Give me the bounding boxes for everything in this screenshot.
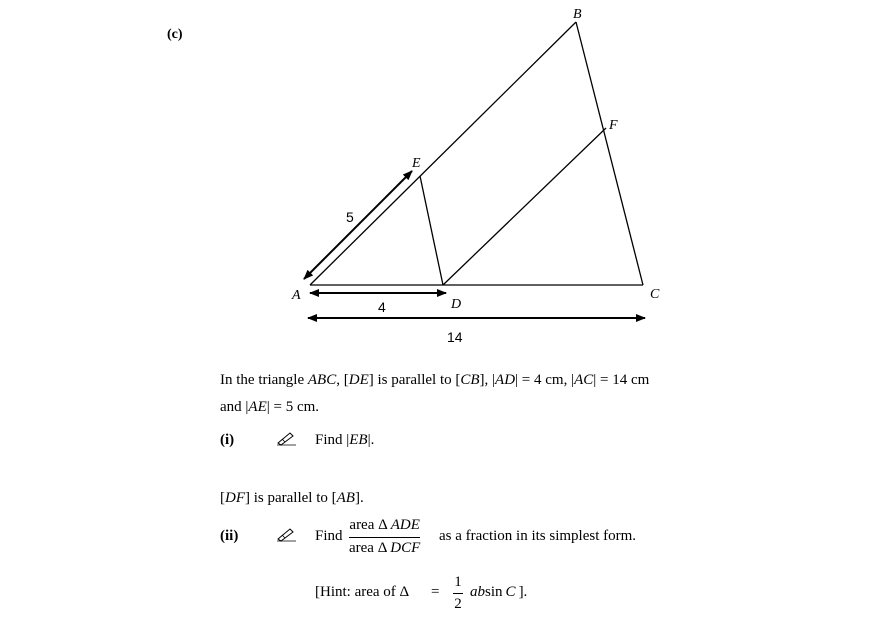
vertex-c-label: C: [650, 287, 660, 302]
question-ii-text: as a fraction in its simplest form.: [439, 528, 637, 544]
writing-hand-icon: [276, 430, 298, 451]
question-ii-number: (ii): [220, 528, 239, 544]
text: DCF: [390, 540, 421, 556]
length-ac-label: 14: [447, 329, 463, 345]
hint-fraction: [453, 574, 463, 613]
text: , [: [336, 372, 349, 388]
segment-df: [443, 128, 606, 285]
text: | = 5 cm.: [266, 399, 320, 415]
text: sin: [485, 584, 503, 600]
text: AE: [248, 399, 267, 415]
text: In the triangle: [220, 372, 308, 388]
text: CB: [460, 372, 480, 388]
text: Find |: [315, 432, 350, 448]
hint-numerator: 1: [454, 574, 462, 590]
text: DF: [225, 490, 245, 506]
text: C: [505, 584, 516, 600]
vertex-e-label: E: [412, 156, 421, 171]
text: ].: [518, 584, 528, 600]
hint-prefix: [Hint: area of Δ: [315, 584, 410, 600]
segment-de: [420, 176, 443, 285]
side-bc: [576, 22, 643, 285]
text: ab: [470, 584, 485, 600]
question-i-text: [315, 432, 374, 449]
hint-denominator: 2: [454, 596, 462, 612]
text: AB: [336, 490, 355, 506]
text: | = 4 cm, |: [515, 372, 575, 388]
text: DE: [348, 372, 369, 388]
length-ae-label: 5: [346, 209, 354, 225]
fraction-numerator: [349, 517, 419, 534]
text: AD: [495, 372, 516, 388]
text: EB: [349, 432, 368, 448]
text: [: [220, 490, 225, 506]
question-i-number: (i): [220, 432, 235, 448]
text: ] is parallel to [: [368, 372, 461, 388]
text: | = 14 cm: [593, 372, 650, 388]
writing-hand-icon: [276, 526, 298, 547]
df-statement: [220, 490, 364, 507]
text: area Δ: [349, 540, 391, 556]
vertex-d-label: D: [451, 297, 462, 312]
area-ratio-fraction: [349, 517, 420, 557]
hint-equals: =: [431, 584, 440, 600]
length-ad-label: 4: [378, 299, 386, 315]
part-label: (c): [167, 27, 183, 42]
vertex-a-label: A: [292, 288, 301, 303]
text: ] is parallel to [: [245, 490, 337, 506]
fraction-denominator: [349, 540, 420, 557]
text: ABC: [307, 372, 337, 388]
hint-formula: [470, 584, 527, 601]
fraction-bar: [349, 537, 420, 538]
question-ii-find: Find: [315, 528, 343, 544]
text: ], |: [479, 372, 496, 388]
fraction-bar: [453, 593, 463, 594]
arrow-ae: [304, 171, 412, 279]
intro-line-2: [220, 399, 319, 416]
vertex-f-label: F: [609, 118, 618, 133]
text: and |: [220, 399, 249, 415]
text: area Δ: [349, 517, 391, 533]
text: AC: [574, 372, 594, 388]
text: |.: [367, 432, 375, 448]
text: ADE: [390, 517, 420, 533]
text: ].: [354, 490, 364, 506]
vertex-b-label: B: [573, 7, 582, 22]
intro-line-1: [220, 372, 649, 389]
side-ab: [310, 22, 576, 285]
